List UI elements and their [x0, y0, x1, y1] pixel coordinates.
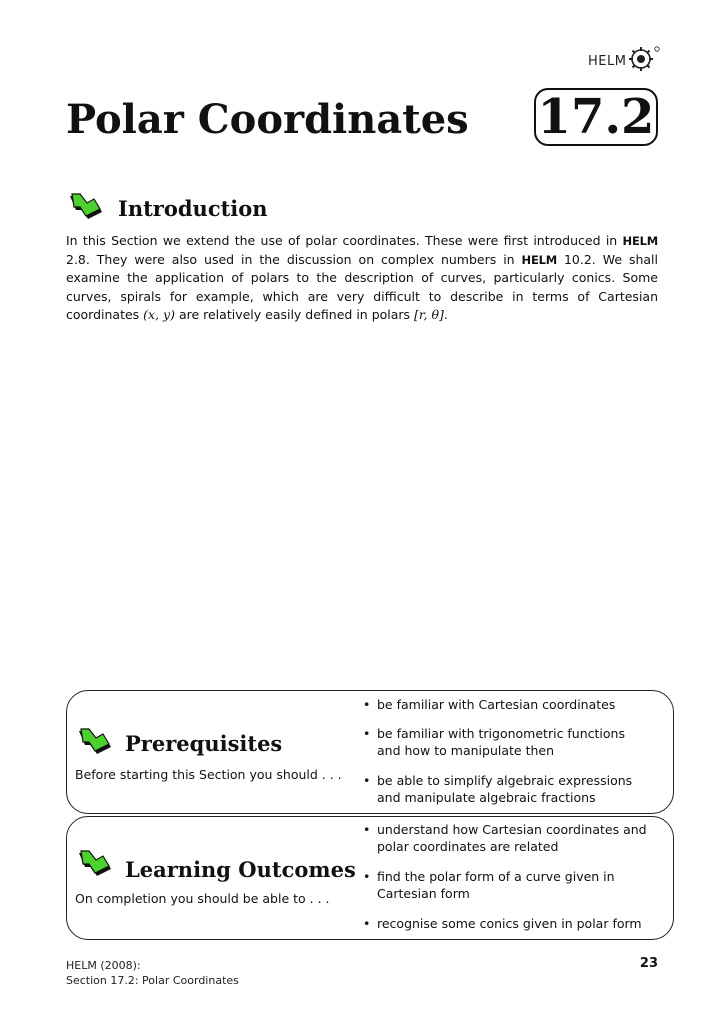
intro-text: are relatively easily defined in polars — [174, 307, 415, 322]
list-item: • find the polar form of a curve given in Cartesian form — [363, 868, 627, 902]
learning-outcomes-box — [66, 816, 674, 940]
prerequisites-subtitle: Before starting this Section you should . . . — [75, 767, 342, 782]
intro-text: In this Section we extend the use of polar coordinates. These were first introduced in — [66, 233, 623, 248]
footer — [66, 958, 239, 988]
list-item: • be familiar with Cartesian coordinates — [363, 696, 615, 713]
green-arrow-icon — [75, 849, 115, 879]
footer-line-1: HELM (2008): — [66, 959, 141, 972]
list-item: • understand how Cartesian coordinates and polar coordinates are related — [363, 821, 647, 855]
intro-text: 10.2. We shall examine the application of polars to the description of curves, particularly conics. Some curves, spirals for example, which are very difficult to describe in terms of Cartesian coordinates — [66, 251, 658, 322]
helm-gear-logo-icon — [626, 46, 660, 72]
section-number: 17.2 — [537, 89, 655, 145]
learning-outcomes-heading: Learning Outcomes — [125, 857, 356, 882]
green-arrow-icon — [66, 192, 106, 222]
footer-line-2: Section 17.2: Polar Coordinates — [66, 974, 239, 987]
section-number-box — [534, 88, 658, 146]
intro-text: 2.8. They were also used in the discussion on complex numbers in — [66, 251, 522, 267]
intro-text: . — [443, 307, 448, 322]
helm-reference: HELM — [521, 252, 557, 267]
helm-logo — [588, 46, 660, 72]
page-title: Polar Coordinates — [66, 96, 469, 143]
page-number: 23 — [639, 956, 658, 971]
math-xy: (x, y) — [143, 307, 175, 322]
prerequisites-heading: Prerequisites — [125, 731, 283, 756]
logo-text: HELM — [588, 54, 627, 69]
list-item: • be able to simplify algebraic expressions and manipulate algebraic fractions — [363, 772, 647, 806]
list-item: • be familiar with trigonometric functions and how to manipulate then — [363, 725, 647, 759]
introduction-heading: Introduction — [118, 196, 268, 221]
green-arrow-icon — [75, 727, 115, 757]
helm-reference: HELM — [622, 234, 658, 248]
introduction-body — [66, 232, 658, 325]
list-item: • recognise some conics given in polar form — [363, 915, 667, 932]
math-r-theta: [r, θ] — [414, 307, 444, 322]
learning-outcomes-subtitle: On completion you should be able to . . . — [75, 891, 330, 906]
prerequisites-box — [66, 690, 674, 814]
